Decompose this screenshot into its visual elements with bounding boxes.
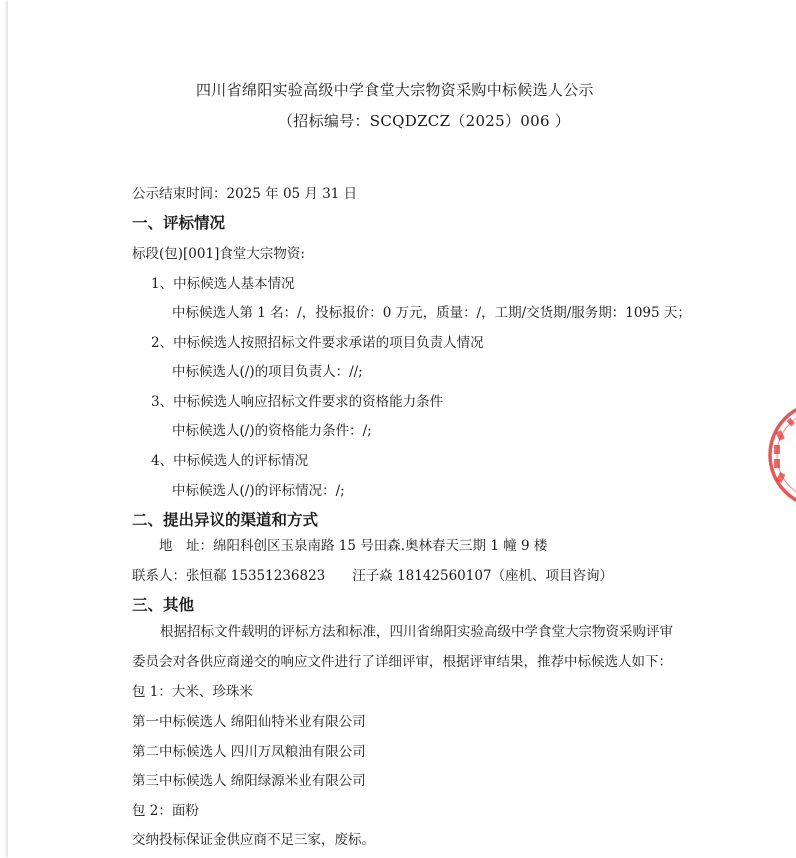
lot-2-label: 包 2：面粉 (132, 803, 199, 819)
item-1-title: 1、中标候选人基本情况 (151, 276, 295, 292)
item-3-title: 3、中标候选人响应招标文件要求的资格能力条件 (151, 394, 444, 410)
candidate-1: 第一中标候选人 绵阳仙特米业有限公司 (132, 714, 366, 730)
item-2-detail: 中标候选人(/)的项目负责人：//; (172, 364, 363, 380)
item-1-detail: 中标候选人第 1 名：/，投标报价：0 万元，质量：/，工期/交货期/服务期：1095 天； (172, 305, 691, 321)
item-4-detail: 中标候选人(/)的评标情况：/; (172, 483, 345, 499)
lot-2-note: 交纳投标保证金供应商不足三家，废标。 (132, 832, 375, 848)
document-page (8, 0, 796, 858)
section-1-heading: 一、评标情况 (132, 214, 226, 232)
official-seal-icon (760, 395, 796, 515)
candidate-2: 第二中标候选人 四川万凤粮油有限公司 (132, 744, 366, 760)
other-paragraph-line-1: 根据招标文件载明的评标方法和标准，四川省绵阳实验高级中学食堂大宗物资采购评审 (160, 624, 673, 640)
bid-number: （招标编号：SCQDZCZ（2025）006 ） (278, 112, 571, 130)
announcement-end-time: 公示结束时间：2025 年 05 月 31 日 (132, 186, 358, 202)
document-title: 四川省绵阳实验高级中学食堂大宗物资采购中标候选人公示 (196, 81, 594, 99)
contacts: 联系人：张恒郗 15351236823 汪子焱 18142560107（座机、项目咨询） (132, 568, 614, 584)
address: 地 址：绵阳科创区玉泉南路 15 号田森.奥林春天三期 1 幢 9 楼 (159, 538, 548, 554)
section-3-heading: 三、其他 (132, 596, 195, 614)
lot-label: 标段(包)[001]食堂大宗物资: (132, 246, 305, 262)
item-4-title: 4、中标候选人的评标情况 (151, 453, 309, 469)
section-2-heading: 二、提出异议的渠道和方式 (132, 511, 319, 529)
other-paragraph-line-2: 委员会对各供应商递交的响应文件进行了详细评审，根据评审结果，推荐中标候选人如下： (132, 654, 672, 670)
item-3-detail: 中标候选人(/)的资格能力条件：/; (172, 423, 372, 439)
item-2-title: 2、中标候选人按照招标文件要求承诺的项目负责人情况 (151, 335, 484, 351)
lot-1-label: 包 1：大米、珍珠米 (132, 684, 253, 700)
candidate-3: 第三中标候选人 绵阳绿源米业有限公司 (132, 773, 366, 789)
